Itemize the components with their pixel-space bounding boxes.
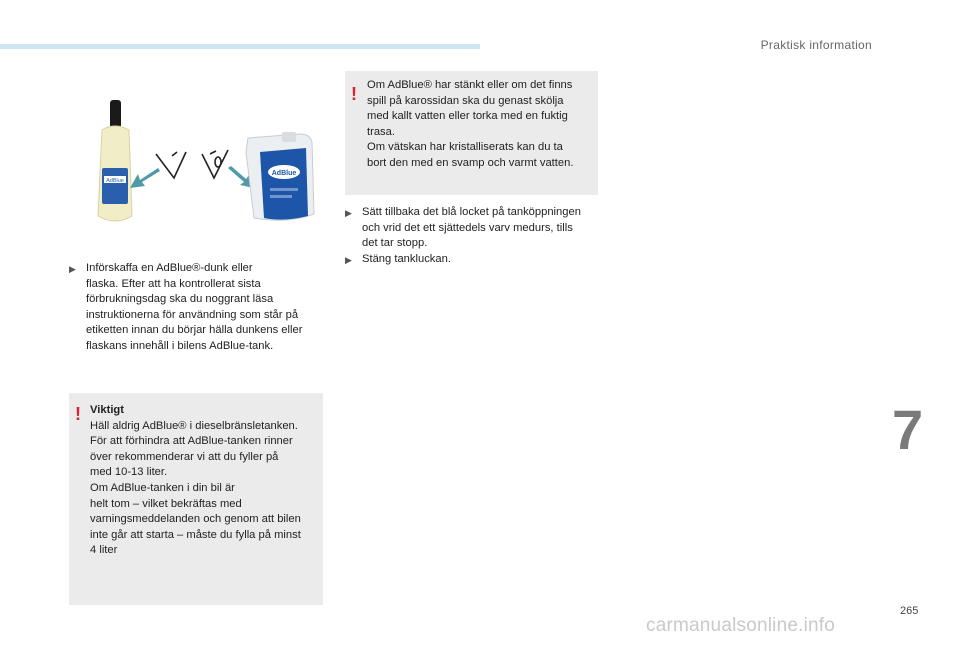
- important-text: Häll aldrig AdBlue® i dieselbränsletanken. För att förhindra att AdBlue-tanken rinner över rekommenderar vi att du fyller på med 10-13 liter. Om AdBlue-tanken i din bil är helt tom – vilket bekräftas med varningsmeddelanden och genom att bilen inte går att starta – måste du fylla på minst 4 liter: [90, 419, 301, 557]
- important-title: Viktigt: [90, 404, 124, 416]
- close-flap-text: Stäng tankluckan.: [362, 252, 451, 265]
- purchase-instruction: [69, 261, 329, 355]
- bottle-label: AdBlue: [106, 178, 124, 184]
- purchase-instruction-text: Införskaffa en AdBlue®-dunk eller flaska. Efter att ha kontrollerat sista förbrukningsdag ska du noggrant läsa instruktionerna för användning som står på etiketten innan du börjar hälla dunkens eller flaskans innehåll i bilens AdBlue-tank.: [86, 262, 303, 352]
- exclamation-icon: !: [351, 84, 357, 104]
- section-title: Praktisk information: [760, 38, 872, 52]
- filling-pictogram: [156, 150, 228, 178]
- watermark: carmanualsonline.info: [646, 615, 836, 636]
- exclamation-icon: !: [75, 404, 81, 424]
- header-accent-bar: [0, 44, 480, 49]
- refit-cap-text: Sätt tillbaka det blå locket på tanköppningen och vrid det ett sjättedels varv medurs, tills det tar stopp.: [362, 206, 581, 250]
- page-number: 265: [900, 605, 919, 617]
- flag-bullet-icon: ▶: [345, 254, 352, 265]
- adblue-containers-illustration: [88, 96, 324, 228]
- flag-bullet-icon: ▶: [69, 264, 76, 274]
- can-label: AdBlue: [271, 170, 297, 177]
- flag-bullet-icon: ▶: [345, 208, 352, 218]
- spill-callout: [345, 71, 598, 195]
- list-item: [345, 205, 607, 252]
- important-callout: [69, 393, 323, 605]
- adblue-bottle: [98, 100, 132, 221]
- spill-text: Om AdBlue® har stänkt eller om det finns spill på karossidan ska du genast skölja med kallt vatten eller torka med en fuktig trasa. Om vätskan har kristalliserats kan du ta bort den med en svamp och varmt vatten.: [367, 79, 574, 169]
- arrow-left: [130, 168, 160, 188]
- chapter-number: 7: [892, 398, 924, 461]
- adblue-can: [246, 132, 314, 220]
- closing-instructions: [345, 205, 607, 268]
- list-item: [345, 252, 607, 269]
